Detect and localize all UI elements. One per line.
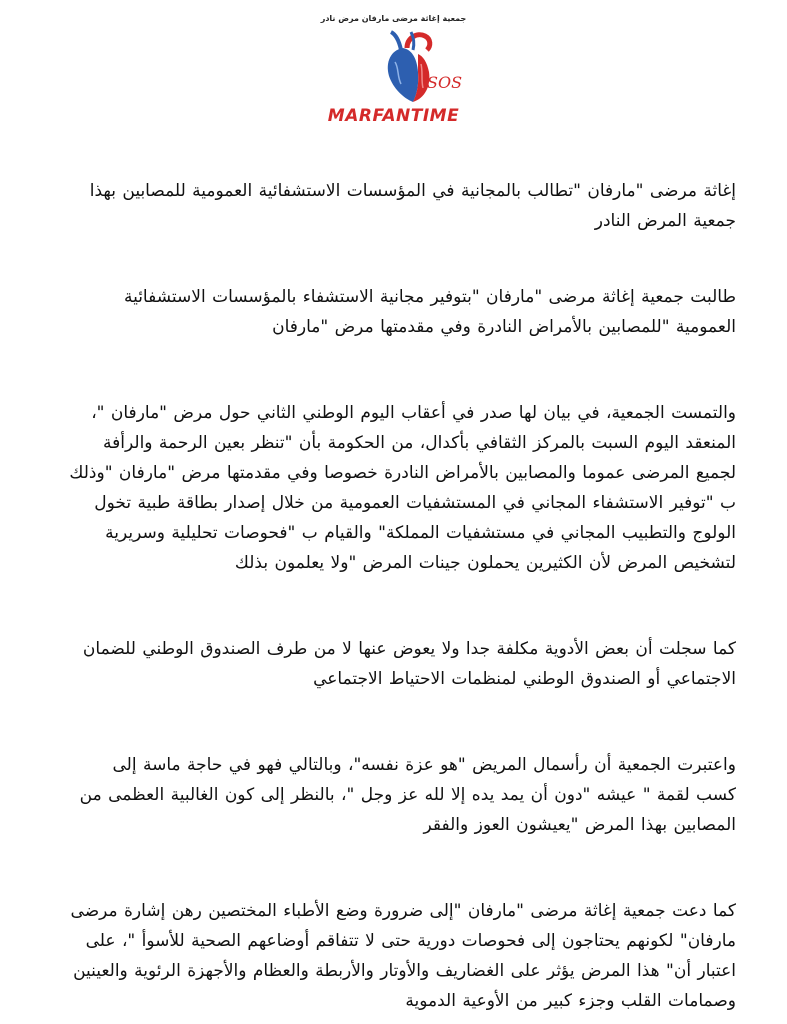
article-paragraph: والتمست الجمعية، في بيان لها صدر في أعقاب اليوم الوطني الثاني حول مرض "مارفان "، المنعقد اليوم السبت بالمركز الثقافي بأكدال، من الحكومة بأن "تنظر بعين الرحمة والرأفة لجميع المرضى عموما والمصابين بالأمراض النادرة خصوصا وفي مقدمتها مرض "مارفان "وذلك ب "توفير الاستشفاء المجاني في المستشفيات العمومية من خلال إصدار بطاقة طبية تخول الولوج والتطبيب المجاني في مستشفيات المملكة" والقيام ب "فحوصات تحليلية وسريرية لتشخيص المرض لأن الكثيرين يحملون جينات المرض "ولا يعلمون بذلك [69, 403, 736, 573]
heart-logo-icon [373, 28, 463, 106]
logo-sos-text: SOS [427, 73, 463, 92]
article-headline: إغاثة مرضى "مارفان "تطالب بالمجانية في المؤسسات الاستشفائية العمومية للمصابين بهذا جمعية المرض النادر [89, 181, 736, 231]
brand-name: MARFANTIME [327, 106, 460, 126]
organization-name: جمعية إغاثة مرضى مارفان مرض نادر [320, 14, 467, 23]
article-body [68, 176, 736, 1016]
article-paragraph: واعتبرت الجمعية أن رأسمال المريض "هو عزة نفسه"، وبالتالي فهو في حاجة ماسة إلى كسب لقمة " عيشه "دون أن يمد يده إلا لله عز وجل "، بالنظر إلى كون الغالبية العظمى من المصابين بهذا المرض "يعيشون العوز والفقر [79, 755, 736, 835]
article-paragraph: كما دعت جمعية إغاثة مرضى "مارفان "إلى ضرورة وضع الأطباء المختصين رهن إشارة مرضى مارفان" لكونهم يحتاجون إلى فحوصات دورية حتى لا تتفاقم أوضاعهم الصحية للأسوأ "، على اعتبار أن" هذا المرض يؤثر على الغضاريف والأوتار والأربطة والعظام والأجهزة الرئوية والعينين وصمامات القلب وجزء كبير من الأوعية الدموية [70, 901, 736, 1011]
document-header [0, 0, 787, 140]
article-paragraph: كما سجلت أن بعض الأدوية مكلفة جدا ولا يعوض عنها لا من طرف الصندوق الوطني للضمان الاجتماعي أو الصندوق الوطني لمنظمات الاحتياط الاجتماعي [82, 639, 736, 689]
article-paragraph: طالبت جمعية إغاثة مرضى "مارفان "بتوفير مجانية الاستشفاء بالمؤسسات الاستشفائية العمومية "للمصابين بالأمراض النادرة وفي مقدمتها مرض "مارفان [123, 287, 736, 337]
